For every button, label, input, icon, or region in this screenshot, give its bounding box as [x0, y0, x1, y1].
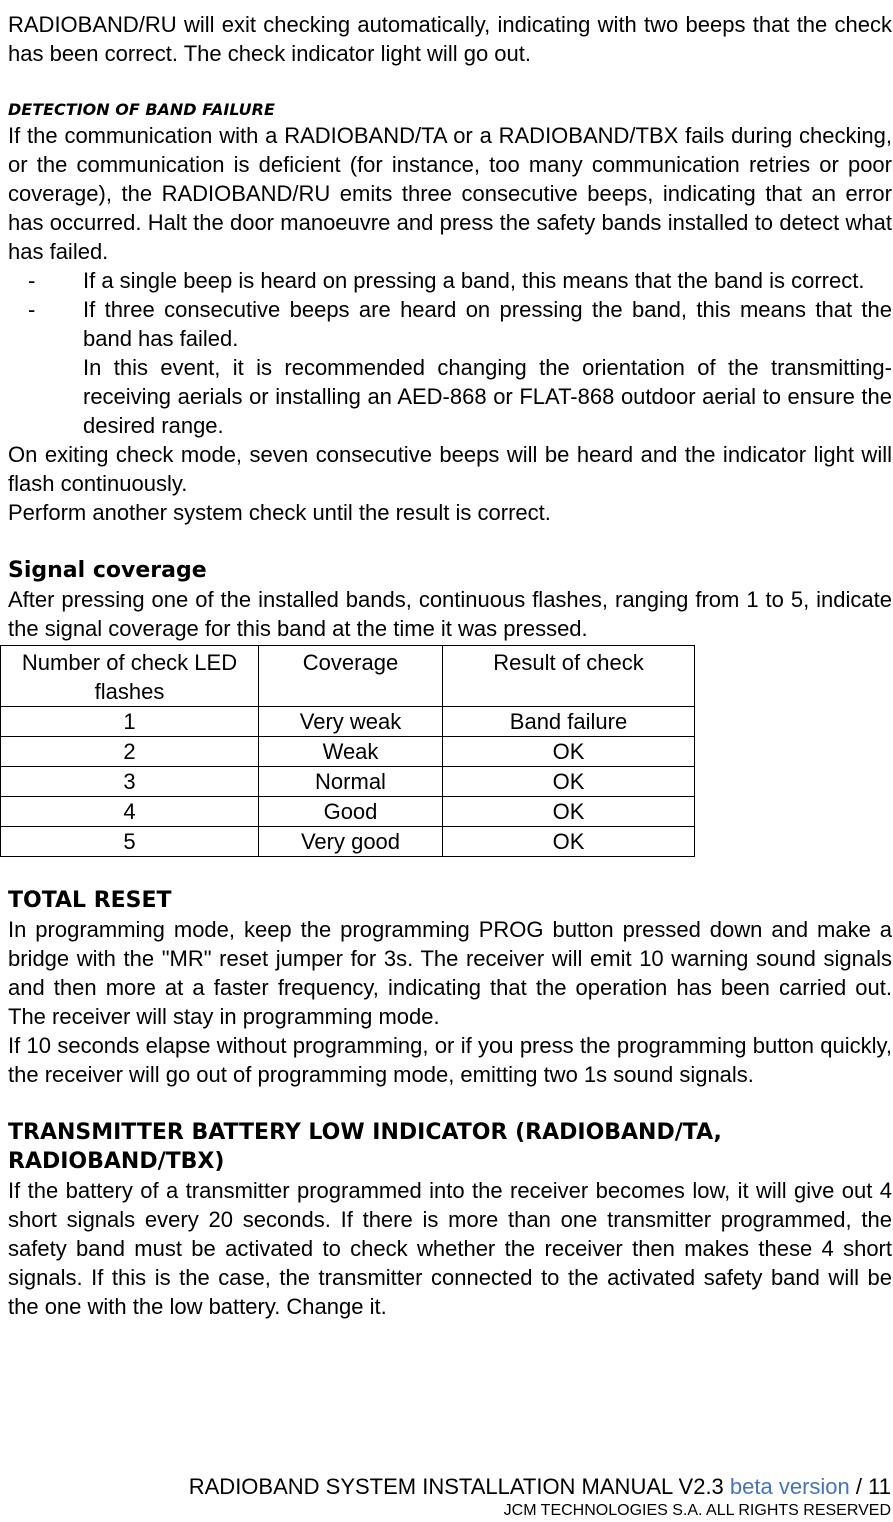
cell-coverage: Weak [259, 737, 443, 767]
cell-coverage: Good [259, 797, 443, 827]
cell-result: Band failure [443, 707, 695, 737]
cell-result: OK [443, 767, 695, 797]
signal-coverage-paragraph: After pressing one of the installed bands, continuous flashes, ranging from 1 to 5, indicate the signal coverage for this band at the time it was pressed. [8, 587, 892, 641]
table-row [1, 827, 695, 857]
page-number: 11 [868, 1474, 891, 1499]
intro-paragraph: RADIOBAND/RU will exit checking automatically, indicating with two beeps that the check has been correct. The check indicator light will go out. [8, 12, 892, 66]
spacer [8, 857, 892, 886]
signal-coverage-heading: Signal coverage [8, 558, 207, 583]
manual-title: RADIOBAND SYSTEM INSTALLATION MANUAL V2.3 [188, 1474, 724, 1499]
detection-bullet-list [8, 266, 892, 353]
rights-notice: JCM TECHNOLOGIES S.A. ALL RIGHTS RESERVED [503, 1502, 891, 1519]
cell-flashes: 1 [1, 707, 259, 737]
coverage-table [0, 645, 695, 857]
header-result: Result of check [443, 646, 695, 707]
cell-flashes: 4 [1, 797, 259, 827]
footer-title-line [189, 1473, 891, 1501]
list-item [8, 295, 892, 353]
manual-page [8, 0, 892, 1321]
cell-flashes: 3 [1, 767, 259, 797]
cell-result: OK [443, 827, 695, 857]
cell-flashes: 2 [1, 737, 259, 767]
dash-bullet: - [28, 297, 36, 322]
spacer [8, 1089, 892, 1118]
cell-coverage: Normal [259, 767, 443, 797]
page-separator: / [855, 1474, 863, 1499]
table-row [1, 707, 695, 737]
cell-coverage: Very good [259, 827, 443, 857]
battery-paragraph: If the battery of a transmitter programmed into the receiver becomes low, it will give out 4 short signals every 20 seconds. If there is more than one transmitter programmed, the safety band must be activated to check whether the receiver then makes these 4 short signals. If this is the case, the transmitter connected to the activated safety band will be the one with the low battery. Change it. [8, 1178, 892, 1319]
spacer [8, 527, 892, 556]
table-row [1, 767, 695, 797]
detection-paragraph: If the communication with a RADIOBAND/TA or a RADIOBAND/TBX fails during checking, or the communication is deficient (for instance, too many communication retries or poor coverage), the RADIOBAND/RU emits three consecutive beeps, indicating that an error has occurred. Halt the door manoeuvre and press the safety bands installed to detect what has failed. [8, 123, 892, 264]
exit-check-paragraph: On exiting check mode, seven consecutive beeps will be heard and the indicator light will flash continuously. [8, 442, 892, 496]
table-header-row [1, 646, 695, 707]
header-led-flashes: Number of check LED flashes [1, 646, 259, 707]
total-reset-paragraph-1: In programming mode, keep the programming PROG button pressed down and make a bridge with the "MR" reset jumper for 3s. The receiver will emit 10 warning sound signals and then more at a faster frequency, indicating that the operation has been carried out. The receiver will stay in programming mode. [8, 917, 892, 1029]
header-coverage: Coverage [259, 646, 443, 707]
page-footer [189, 1473, 891, 1521]
bullet-text: If a single beep is heard on pressing a band, this means that the band is correct. [83, 268, 865, 293]
dash-bullet: - [28, 268, 36, 293]
total-reset-paragraph-2: If 10 seconds elapse without programming, or if you press the programming button quickly, the receiver will go out of programming mode, emitting two 1s sound signals. [8, 1033, 892, 1087]
detection-heading: DETECTION OF BAND FAILURE [8, 100, 275, 119]
aerial-note: In this event, it is recommended changing the orientation of the transmitting-receiving aerials or installing an AED-868 or FLAT-868 outdoor aerial to ensure the desired range. [83, 355, 892, 438]
bullet-text: If three consecutive beeps are heard on pressing the band, this means that the band has failed. [83, 297, 892, 351]
battery-heading-line-2: RADIOBAND/TBX) [8, 1149, 225, 1174]
cell-flashes: 5 [1, 827, 259, 857]
cell-result: OK [443, 797, 695, 827]
cell-result: OK [443, 737, 695, 767]
table-row [1, 797, 695, 827]
table-row [1, 737, 695, 767]
total-reset-heading: TOTAL RESET [8, 888, 172, 913]
battery-heading-line-1: TRANSMITTER BATTERY LOW INDICATOR (RADIOBAND/TA, [8, 1120, 722, 1145]
list-item [8, 266, 892, 295]
beta-version-label: beta version [729, 1474, 850, 1499]
cell-coverage: Very weak [259, 707, 443, 737]
repeat-check-paragraph: Perform another system check until the result is correct. [8, 500, 551, 525]
